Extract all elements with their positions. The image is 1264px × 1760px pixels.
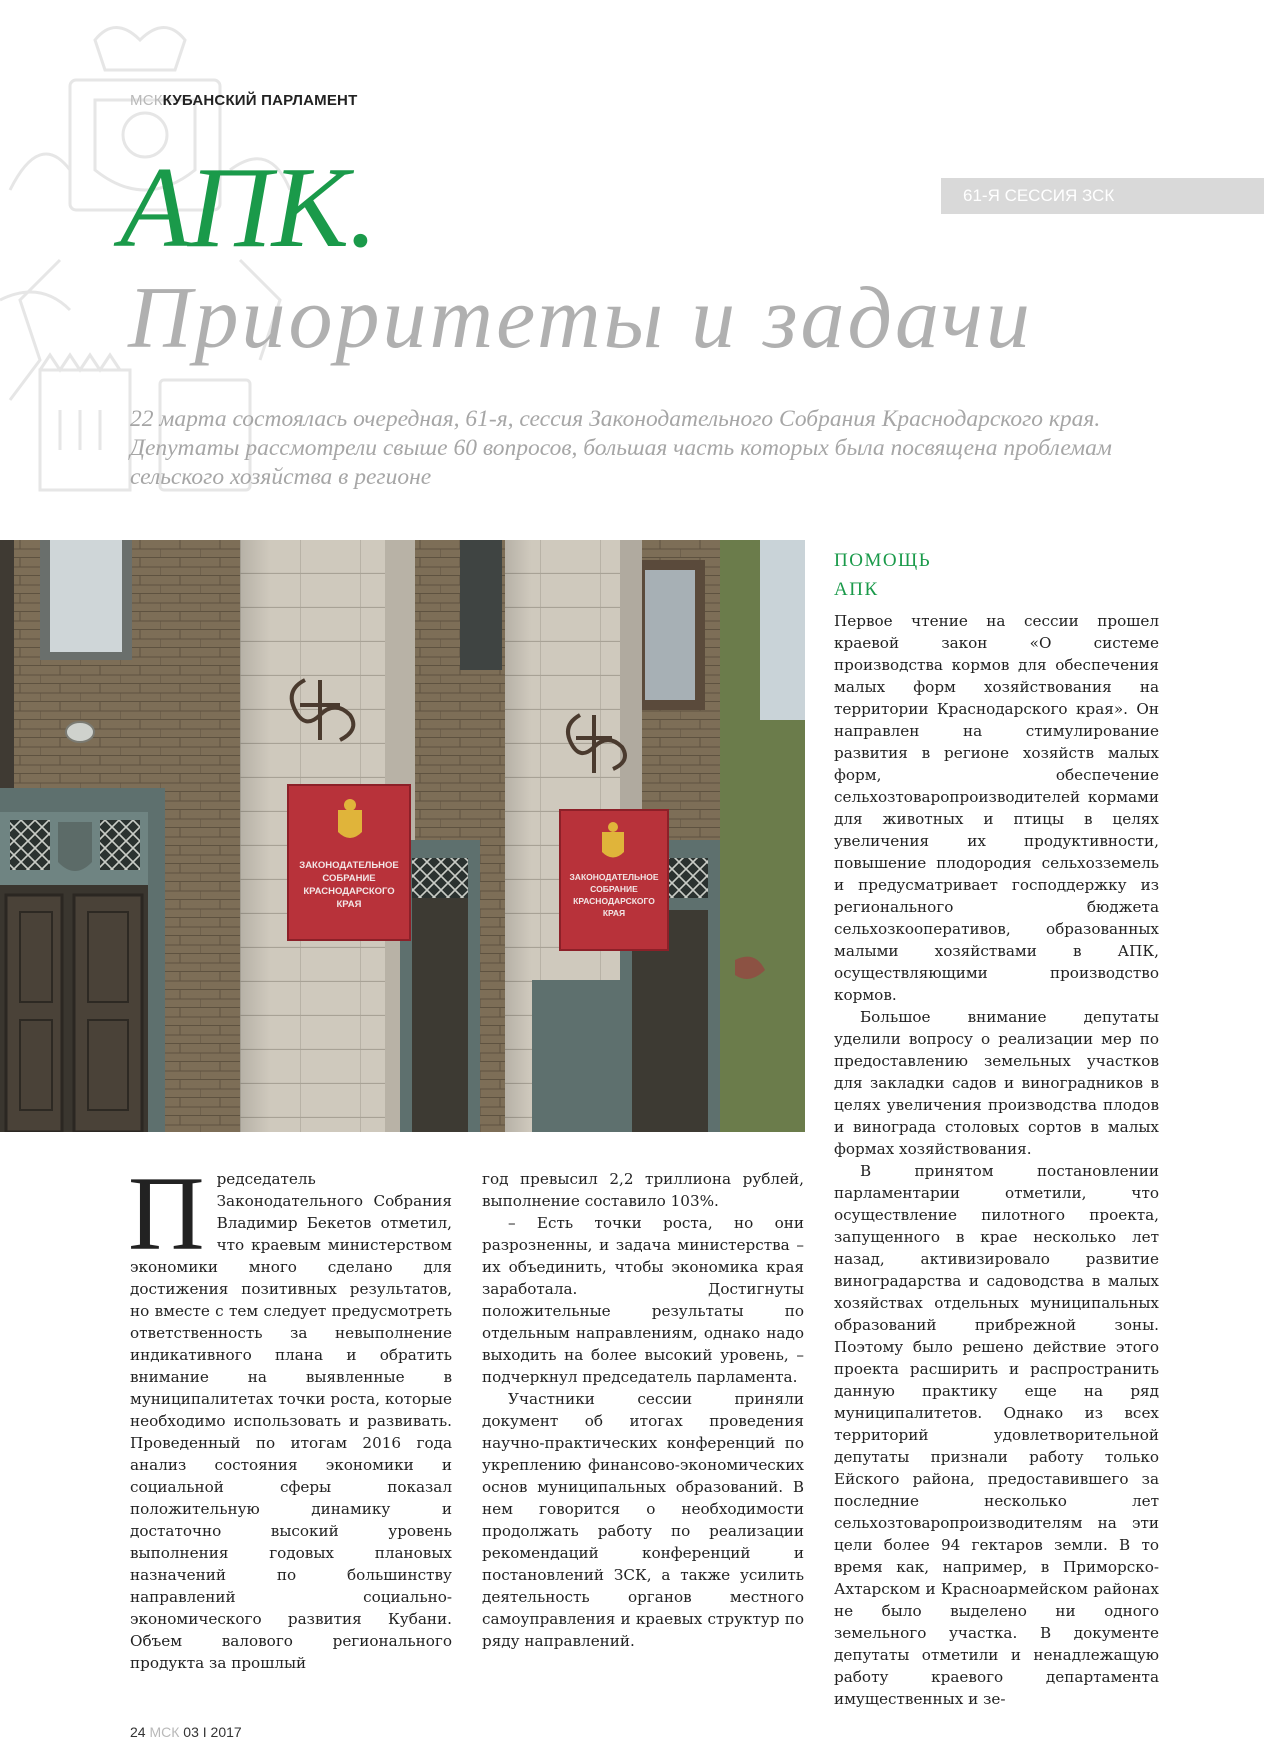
sign2-line: ЗАКОНОДАТЕЛЬНОЕ [569,872,659,882]
title-main: АПК. [120,144,378,272]
sidebar-heading [834,546,931,604]
footer-year: 2017 [210,1724,242,1740]
building-photo [0,540,805,1132]
rubric-section: КУБАНСКИЙ ПАРЛАМЕНТ [162,92,358,109]
footer-separator: I [202,1724,207,1740]
sign2-line: СОБРАНИЕ [590,884,638,894]
article-column-1 [128,1155,452,1674]
sidebar-heading-line2: АПК [834,579,879,600]
article-column-2 [482,1168,804,1652]
footer-magazine: МСК [149,1724,180,1740]
sign1-line: СОБРАНИЕ [322,873,376,884]
session-tag: 61-Я СЕССИЯ ЗСК [941,178,1264,214]
article-text: редседатель Законодательного Собрания Владимир Бекетов отметил, что краевым министерством экономики много сделано для достижения позитивных результатов, но вместе с тем следует предусмотреть ответственность за невыполнение индикативного плана и обратить внимание на выявленные в муниципалитетах точки роста, которые необходимо использовать и развивать. Проведенный по итогам 2016 года анализ состояния экономики и социальной сферы показал положительную динамику и достаточно высокий уровень выполнения годовых плановых назначений по большинству направлений социально-экономического развития Кубани. Объем валового регионального продукта за прошлый [130,1170,452,1672]
page-number: 24 [130,1724,146,1740]
section-rubric [130,92,357,109]
sidebar-paragraph: Первое чтение на сессии прошел краевой закон «О системе производства кормов для обеспечения малых форм хозяйствования на территории Краснодарского края». Он направлен на стимулирование развития в регионе хозяйств малых форм, обеспечение сельхозтоваропроизводителей кормами для животных и птицы в целях увеличения их продуктивности, повышение плодородия сельхозземель и предусматривает господдержку из регионального бюджета сельхозкооперативов, образованных малыми хозяйствами в АПК, осуществляющими производство кормов. [834,612,1159,1004]
rubric-prefix: МСК [130,92,163,109]
sidebar-column [834,610,1159,1710]
article-paragraph [482,1168,804,1212]
sign1-line: КРАСНОДАРСКОГО [303,886,395,897]
sign2-line: КРАСНОДАРСКОГО [573,896,655,906]
sidebar-heading-line1: ПОМОЩЬ [834,550,932,571]
drop-cap: П [128,1155,205,1272]
title-sub: Приоритеты и задачи [128,270,1033,367]
article-paragraph: Участники сессии приняли документ об итогах проведения научно-практических конференций по укреплению финансово-экономических основ муниципальных образований. В нем говорится о необходимости продолжать работу по реализации рекомендаций конференций и постановлений ЗСК, а также усилить деятельность органов местного самоуправления и краевых структур по ряду направлений. [482,1390,804,1650]
article-text: год превысил 2,2 триллиона рублей, выполнение составило 103%. [482,1170,804,1210]
sidebar-paragraph: В принятом постановлении парламентарии отметили, что осуществление пилотного проекта, запущенного в крае несколько лет назад, активизировало развитие виноградарства и садоводства в малых хозяйствах отдельных муниципальных образований прибрежной зоны. Поэтому было решено действие этого проекта расширить и распространить данную практику еще на ряд муниципалитетов. Однако из всех территорий удовлетворительной депутаты признали работу только Ейского района, предоставившего за последние несколько лет сельхозтоваропроизводителям на эти цели более 94 гектаров земли. В то время как, например, в Приморско-Ахтарском и Красноармейском районах не было выделено ни одного земельного участка. В документе депутаты отметили и ненадлежащую работу краевого департамента имущественных и зе- [834,1162,1159,1708]
lead-paragraph: 22 марта состоялась очередная, 61-я, сессия Законодательного Собрания Краснодарского края. Депутаты рассмотрели свыше 60 вопросов, большая часть которых была посвящена проблемам сельского хозяйства в регионе [130,406,1112,490]
sidebar-paragraph: Большое внимание депутаты уделили вопросу о реализации мер по предоставлению земельных участков для закладки садов и виноградников в целях увеличения производства плодов и винограда столовых сортов в малых формах хозяйствования. [834,1008,1159,1158]
page-footer [130,1724,242,1740]
sign2-line: КРАЯ [602,908,626,918]
sign1-line: ЗАКОНОДАТЕЛЬНОЕ [299,860,399,871]
footer-issue: 03 [183,1724,199,1740]
sign1-line: КРАЯ [336,899,362,910]
article-paragraph: – Есть точки роста, но они разрозненны, и задача министерства – их объединить, чтобы экономика края заработала. Достигнуты положительные результаты по отдельным направлениям, однако надо выходить на более высокий уровень, – подчеркнул председатель парламента. [482,1214,804,1386]
